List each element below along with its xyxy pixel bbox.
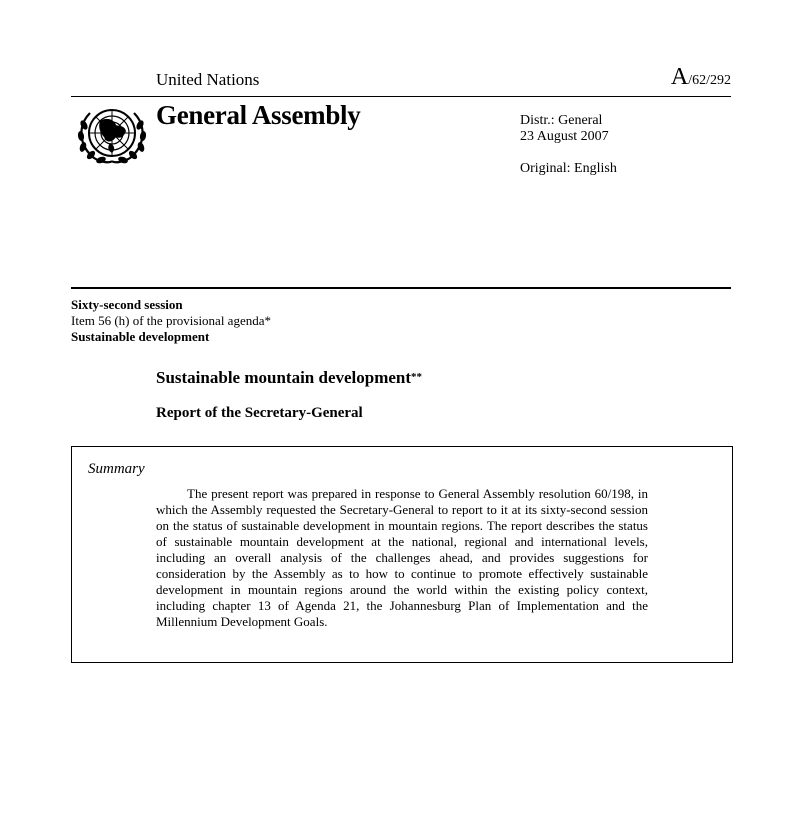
- title-footnote-marker: **: [411, 371, 423, 383]
- agenda-topic: Sustainable development: [71, 329, 210, 344]
- document-symbol: [671, 64, 731, 91]
- symbol-prefix: A: [670, 64, 689, 90]
- document-date: 23 August 2007: [520, 129, 609, 144]
- distribution-block: [520, 113, 609, 145]
- organ-title: General Assembly: [156, 100, 361, 130]
- un-emblem-icon: [76, 103, 148, 165]
- summary-heading: Summary: [88, 461, 145, 477]
- session-divider: [71, 287, 731, 289]
- summary-paragraph: The present report was prepared in response to General Assembly resolution 60/198, in which the Assembly requested the Secretary-General to report to it at its sixty-second session on the status of sustainable development in mountain regions. The report describes the status of sustainable mountain development at the national, regional and international levels, including an overall analysis of the challenges ahead, and provides suggestions for consideration by the Assembly as to how to continue to promote effectively sustainable development in mountain regions around the world within the existing policy context, including chapter 13 of Agenda 21, the Johannesburg Plan of Implementation and the Millennium Development Goals.: [156, 486, 648, 629]
- agenda-block: [71, 297, 271, 345]
- document-title-text: Sustainable mountain development: [156, 368, 412, 387]
- header-divider: [71, 96, 731, 97]
- distribution-label: Distr.: General: [520, 113, 603, 128]
- org-name: United Nations: [156, 70, 260, 89]
- session-name: Sixty-second session: [71, 297, 183, 312]
- original-language: Original: English: [520, 161, 617, 176]
- document-subtitle: Report of the Secretary-General: [156, 405, 363, 421]
- document-title: [156, 368, 422, 388]
- agenda-item: Item 56 (h) of the provisional agenda*: [71, 313, 271, 328]
- symbol-suffix: /62/292: [688, 73, 731, 88]
